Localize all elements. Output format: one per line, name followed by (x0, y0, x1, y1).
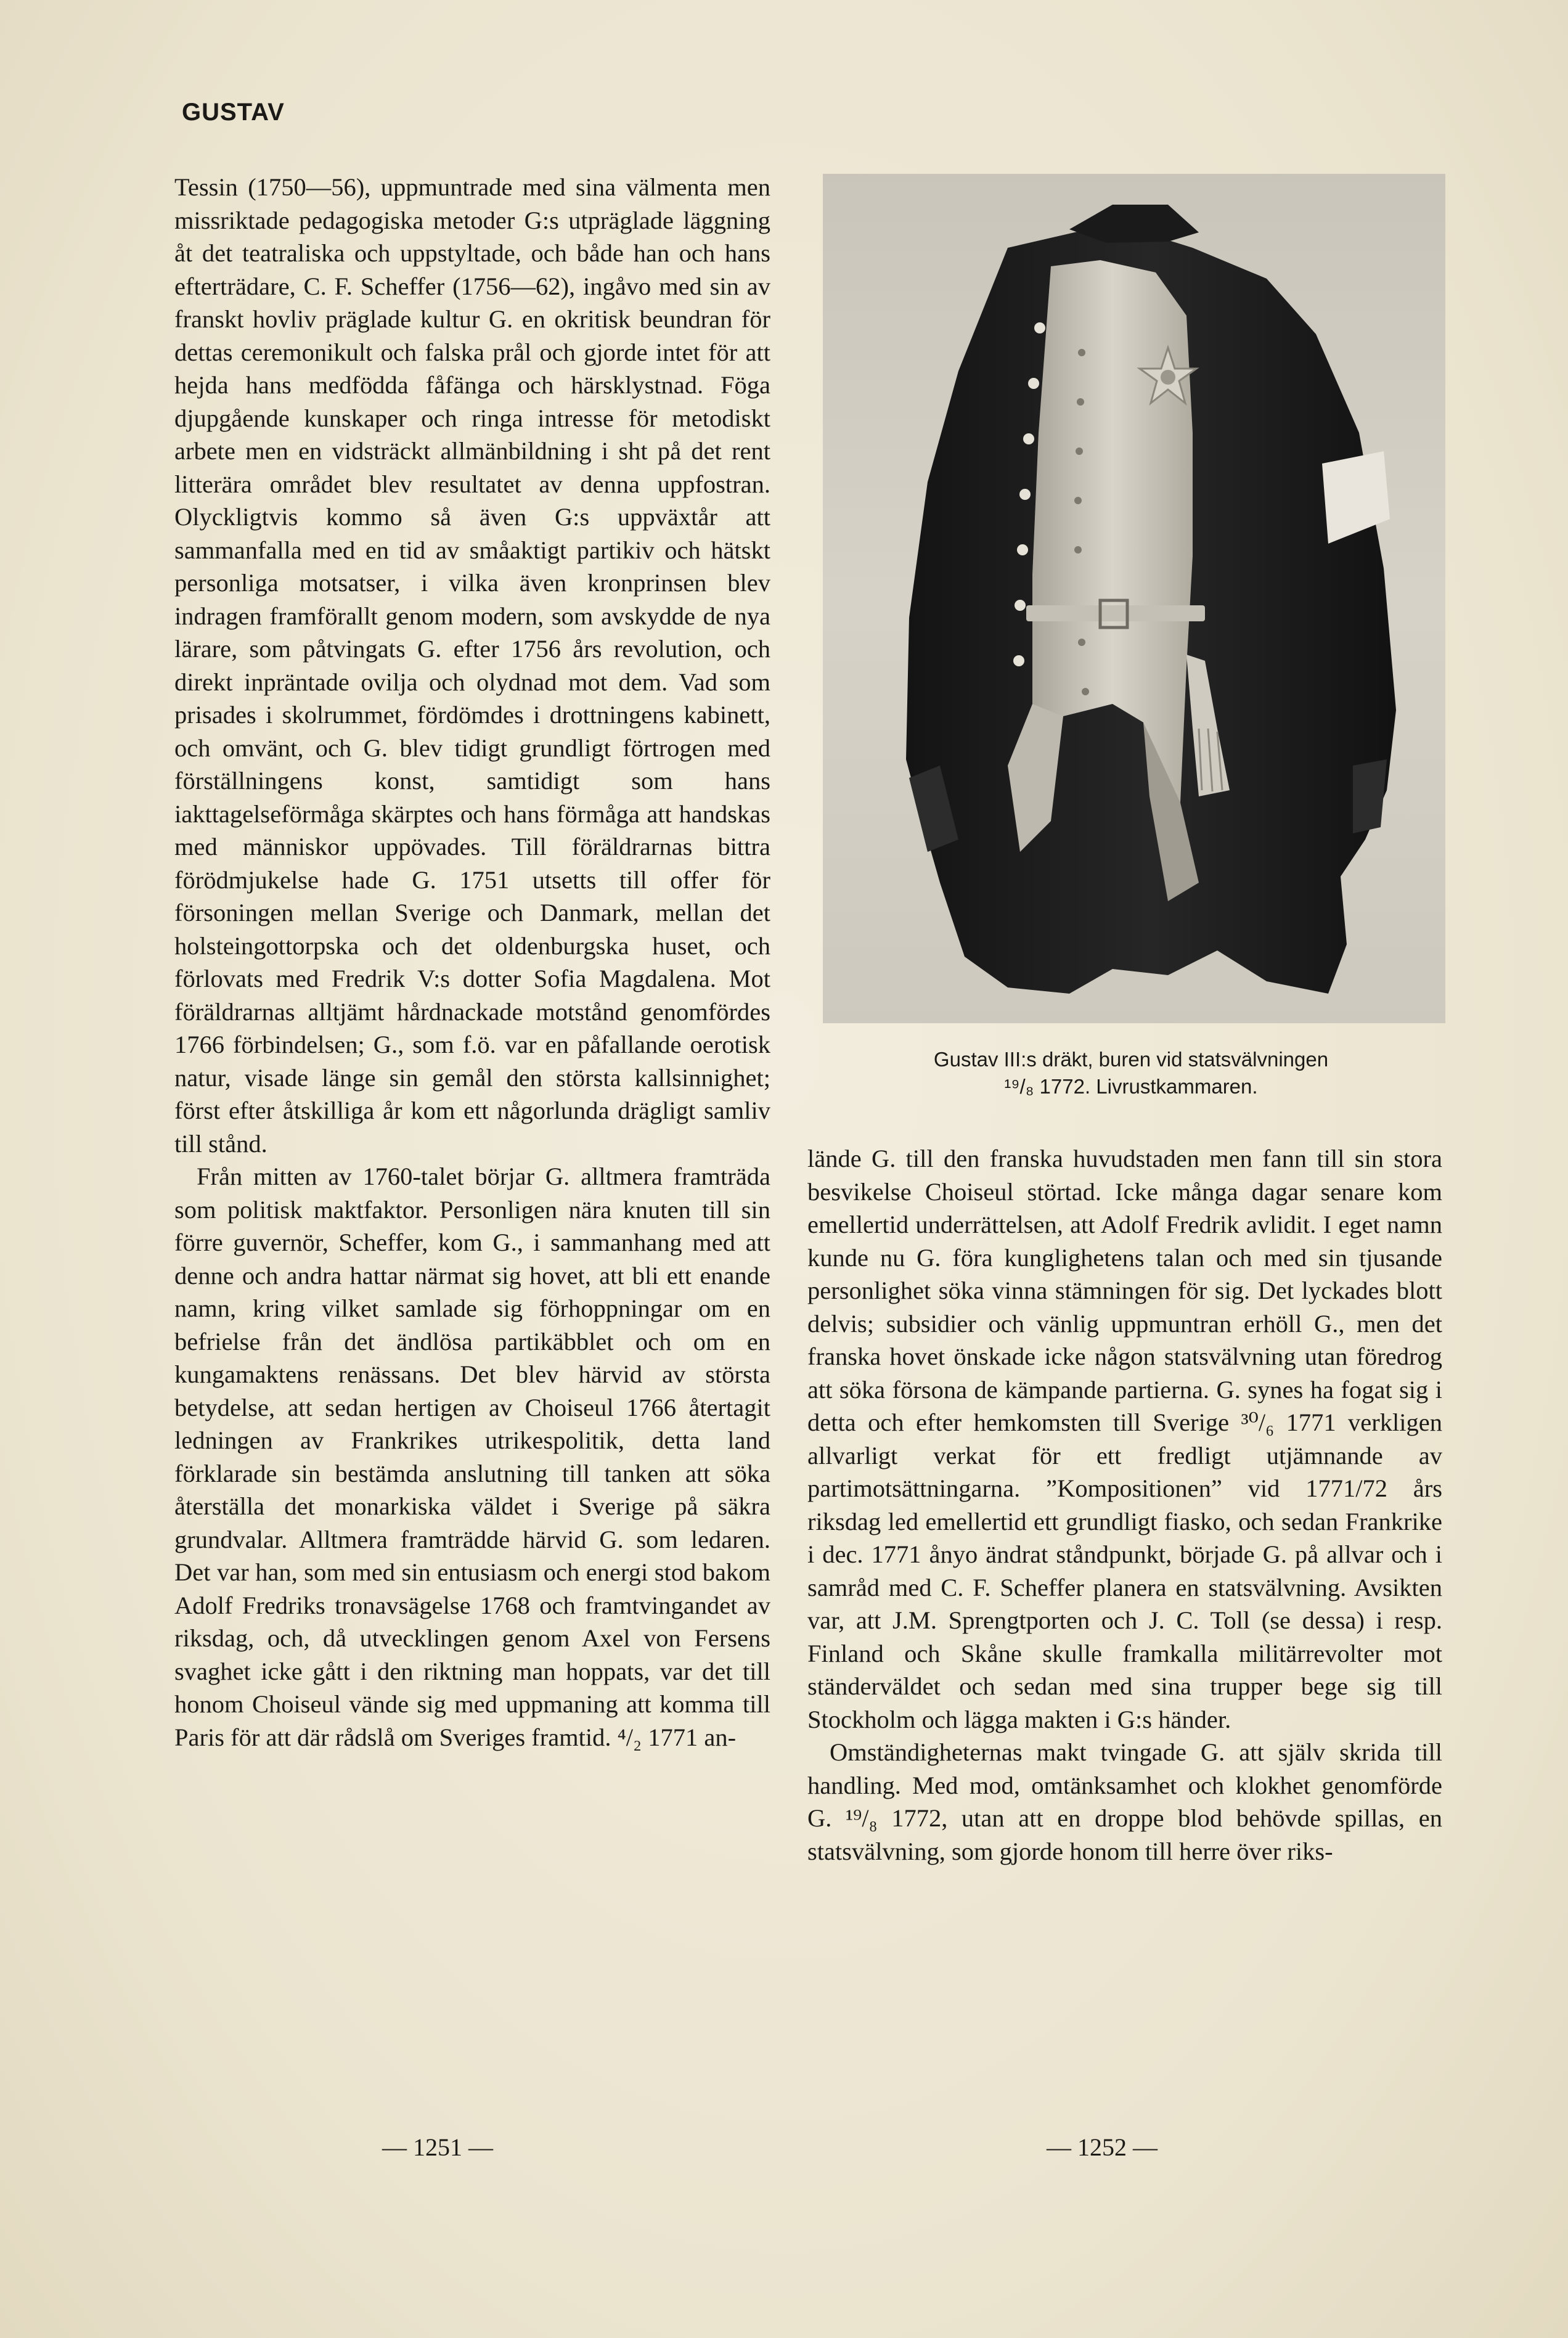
costume-illustration (823, 174, 1445, 1023)
right-column (807, 1142, 1442, 1868)
page-number-left: — 1251 — (382, 2133, 493, 2161)
page-number-right: — 1252 — (1047, 2133, 1158, 2161)
costume-photograph (823, 174, 1445, 1023)
figure-caption (823, 1046, 1439, 1100)
caption-line: Gustav III:s dräkt, buren vid statsvälvningen (933, 1048, 1329, 1071)
paragraph: Tessin (1750—56), uppmuntrade med sina välmenta men missriktade pedagogiska metoder G:s utpräglade läggning åt det teatraliska och uppstyltade, och både han och hans efterträdare, C. F. Scheffer (1756—62), ingåvo med sin av franskt hovliv präglade kultur G. en okritisk beundran för dettas ceremonikult och falska prål och gjorde intet för att hejda hans medfödda fåfänga och härsklystnad. Föga djupgående kunskaper och ringa intresse för metodiskt arbete men en vidsträckt allmänbildning i sht på det rent litterära området blev resultatet av denna uppfostran. Olyckligtvis kommo så även G:s uppväxtår att sammanfalla med en tid av småaktigt partikiv och hätskt personliga motsatser, i vilka även kronprinsen blev indragen framförallt genom modern, som avskydde de nya lärare, som påtvingats G. efter 1756 års revolution, och direkt inpräntade ovilja och olydnad mot dem. Vad som prisades i skolrummet, fördömdes i drottningens kabinett, och omvänt, och G. blev tidigt grundligt förtrogen med förställningens konst, samtidigt som hans iakttagelseförmåga skärptes och hans förmåga att handskas med människor uppövades. Till föräldrarnas bittra förödmjukelse hade G. 1751 utsetts till offer för försoningen mellan Sverige och Danmark, mellan det holsteingottorpska och det oldenburgska huset, och förlovats med Fredrik V:s dotter Sofia Magdalena. Mot föräldrarnas alltjämt hårdnackade motstånd genomfördes 1766 förbindelsen; G., som f.ö. var en påfallande oerotisk natur, visade länge sin gemål den största kallsinnighet; först efter åtskilliga år kom ett någorlunda drägligt samliv till stånd. (174, 173, 770, 1158)
paragraph: Omständigheternas makt tvingade G. att själv skrida till handling. Med mod, omtänksamhet och klokhet genomförde G. ¹⁹/₈ 1772, utan att en droppe blod behövde spillas, en statsvälvning, som gjorde honom till herre över riks- (807, 1738, 1442, 1865)
left-column (174, 171, 770, 1754)
page-header: GUSTAV (182, 99, 285, 126)
paragraph: Från mitten av 1760-talet börjar G. alltmera framträda som politisk maktfaktor. Personligen nära knuten till sin förre guvernör, Scheffer, kom G., i sammanhang med att denne och andra hattar närmat sig hovet, att bli ett enande namn, kring vilket samlade sig förhoppningar om en befrielse från det ändlösa partikäbblet och om en kungamaktens renässans. Det blev härvid av största betydelse, att sedan hertigen av Choiseul 1766 återtagit ledningen av Frankrikes utrikespolitik, detta land förklarade sin bestämda anslutning till tanken att söka återställa det monarkiska väldet i Sverige på säkra grundvalar. Alltmera framträdde härvid G. som ledaren. Det var han, som med sin entusiasm och energi stod bakom Adolf Fredriks tronavsägelse 1768 och framtvingandet av riksdag, och, då utvecklingen genom Axel von Fersens svaghet icke gått i den riktning man hoppats, var det till honom Choiseul vände sig med uppmaning att komma till Paris för att där rådslå om Sveriges framtid. ⁴/₂ 1771 an- (174, 1163, 770, 1751)
paragraph: lände G. till den franska huvudstaden men fann till sin stora besvikelse Choiseul störtad. Icke många dagar senare kom emellertid underrättelsen, att Adolf Fredrik avlidit. I eget namn kunde nu G. föra kunglighetens talan och med sin tjusande personlighet söka vinna stämningen för sig. Det lyckades blott delvis; subsidier och vänlig uppmuntran erhöll G., men det franska hovet önskade icke någon statsvälvning utan föredrog att söka försona de kämpande partierna. G. synes ha fogat sig i detta och efter hemkomsten till Sverige ³⁰/₆ 1771 verkligen allvarligt verkat för ett fredligt utjämnande av partimotsättningarna. ”Kompositionen” vid 1771/72 års riksdag led emellertid ett grundligt fiasko, och sedan Frankrike i dec. 1771 ånyo ändrat ståndpunkt, började G. på allvar och i samråd med C. F. Scheffer planera en statsvälvning. Avsikten var, att J.M. Sprengtporten och J. C. Toll (se dessa) i resp. Finland och Skåne skulle framkalla militärrevolter mot ständerväldet och sedan med sina trupper bege sig till Stockholm och lägga makten i G:s händer. (807, 1145, 1442, 1733)
caption-line: ¹⁹/₈ 1772. Livrustkammaren. (1004, 1075, 1258, 1098)
